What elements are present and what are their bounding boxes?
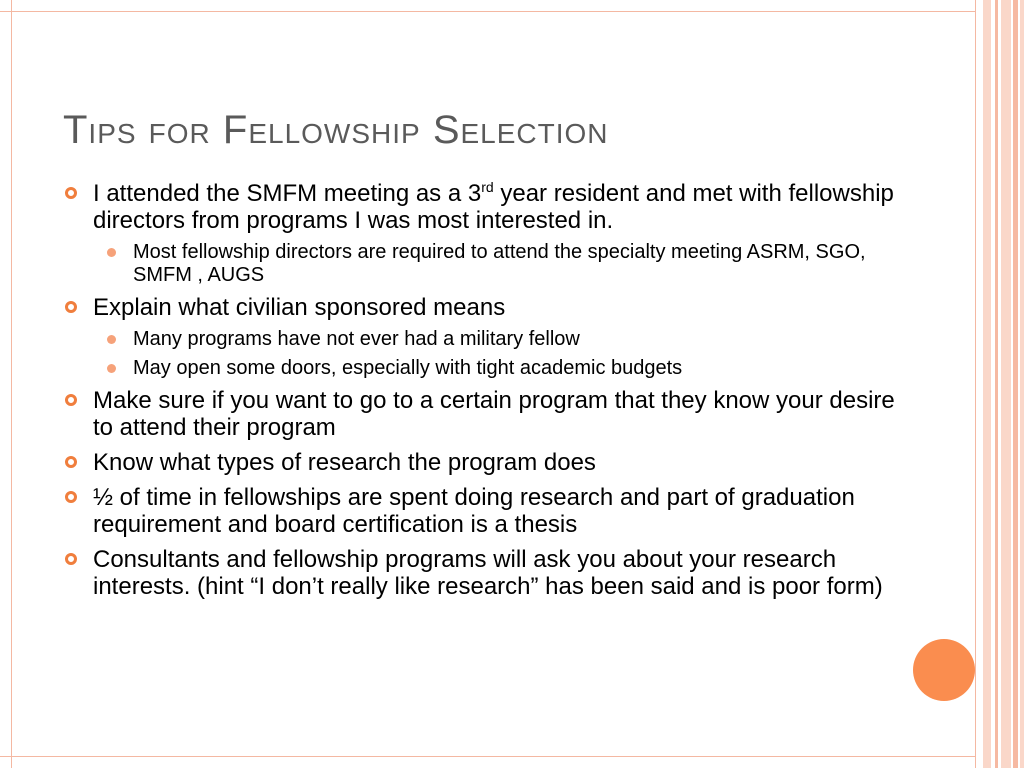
bullet-item bbox=[63, 546, 903, 600]
ring-bullet-icon bbox=[65, 456, 77, 468]
stripe bbox=[1001, 0, 1011, 768]
frame-left-line bbox=[11, 0, 12, 768]
bullet-item bbox=[63, 180, 903, 234]
ring-bullet-icon bbox=[65, 491, 77, 503]
superscript-ordinal: rd bbox=[481, 179, 494, 195]
frame-right-line bbox=[975, 0, 976, 768]
dot-bullet-icon bbox=[107, 335, 116, 344]
slide-title: Tips for Fellowship Selection bbox=[63, 108, 609, 152]
bullet-text: I attended the SMFM meeting as a 3 bbox=[93, 180, 482, 207]
bullet-text: Know what types of research the program does bbox=[93, 449, 596, 476]
bullet-text: Explain what civilian sponsored means bbox=[93, 294, 506, 321]
sub-bullet-text: Many programs have not ever had a military fellow bbox=[133, 328, 580, 350]
stripe bbox=[983, 0, 991, 768]
sub-bullet-item bbox=[63, 357, 903, 380]
ring-bullet-icon bbox=[65, 394, 77, 406]
bullet-text: Consultants and fellowship programs will ask you about your research interests. (hint “I don’t really like research” has been said and is poor form) bbox=[93, 546, 883, 600]
sub-bullet-item bbox=[63, 328, 903, 351]
dot-bullet-icon bbox=[107, 364, 116, 373]
slide-content bbox=[63, 180, 903, 608]
decorative-stripes bbox=[977, 0, 1024, 768]
ring-bullet-icon bbox=[65, 553, 77, 565]
sub-bullet-text: Most fellowship directors are required to attend the specialty meeting ASRM, SGO, SMFM , AUGS bbox=[133, 241, 866, 286]
sub-bullet-item bbox=[63, 241, 903, 287]
bullet-text: ½ of time in fellowships are spent doing research and part of graduation requirement and board certification is a thesis bbox=[93, 484, 855, 538]
ring-bullet-icon bbox=[65, 187, 77, 199]
stripe bbox=[1013, 0, 1018, 768]
bullet-text: year resident and met with fellowship directors from programs I was most interested in. bbox=[93, 180, 894, 234]
stripe bbox=[1020, 0, 1024, 768]
stripe bbox=[995, 0, 998, 768]
dot-bullet-icon bbox=[107, 248, 116, 257]
sub-bullet-text: May open some doors, especially with tight academic budgets bbox=[133, 357, 683, 379]
frame-top-line bbox=[0, 11, 976, 12]
bullet-text: Make sure if you want to go to a certain program that they know your desire to attend their program bbox=[93, 387, 895, 441]
ring-bullet-icon bbox=[65, 301, 77, 313]
bullet-item bbox=[63, 294, 903, 321]
decorative-circle bbox=[913, 639, 975, 701]
bullet-item bbox=[63, 387, 903, 441]
frame-bottom-line bbox=[0, 756, 976, 757]
bullet-item bbox=[63, 484, 903, 538]
bullet-item bbox=[63, 449, 903, 476]
